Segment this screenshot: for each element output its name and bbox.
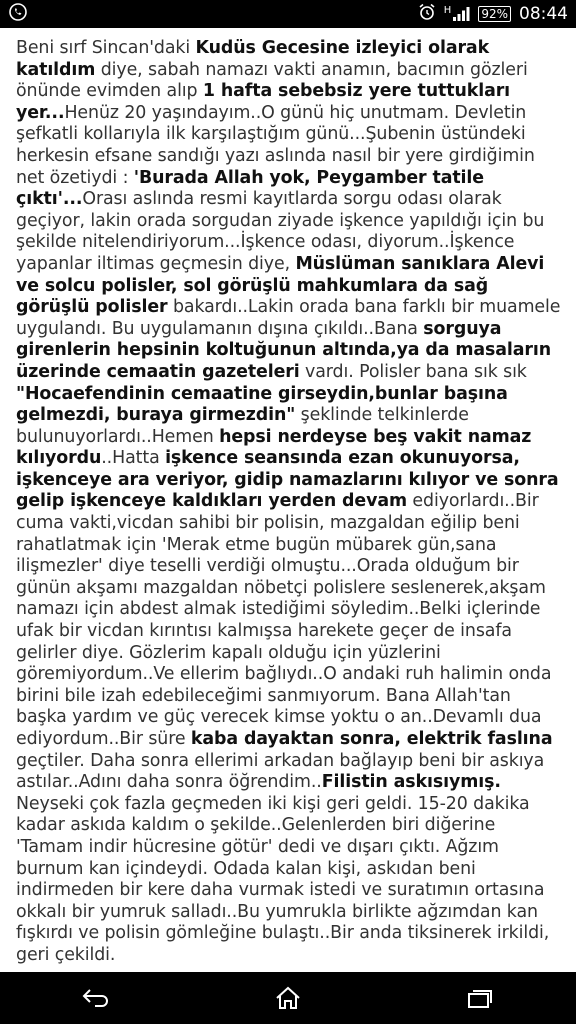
article-segment: ediyorlardı..Bir cuma vakti,vicdan sahibi bir polisin, mazgaldan eğilip beni rahatlatmak için 'Merak etme bugün mübarek gün,sana ilişmezler' diye teselli verdiği olmuştu...Orada olduğum bir günün akşamı mazgaldan nöbetçi polislere seslenerek,akşam namazı için abdest almak istediğimi söyledim..Belki içlerinde ufak bir vicdan kırıntısı kalmışsa harekete geçer de insafa gelirler diye. Gözlerim kapalı olduğu için yüzlerini göremiyordum..Ve ellerim bağlıydı..O andaki ruh halimin onda birini bile izah edebileceğimi sanmıyorum. Bana Allah'tan başka yardım ve güç verecek kimse yoktu o an..Devamlı dua ediyordum..Bir süre: [16, 491, 552, 749]
article-bold-segment: hepsi nerdeyse beş vakit namaz kılıyordu: [16, 426, 532, 469]
home-button[interactable]: [258, 978, 318, 1018]
network-type: H: [443, 5, 452, 16]
article-bold-segment: kaba dayaktan sonra, elektrik faslına: [190, 729, 553, 749]
whatsapp-icon: [8, 2, 28, 26]
article-bold-segment: 'Burada Allah yok, Peygamber tatile çıktı'...: [16, 167, 484, 210]
article-segment: Henüz 20 yaşındayım..O günü hiç unutmam. Devletin şefkatli kollarıyla ilk karşılaştığım günü...Şubenin üstündeki herkesin efsane sandığı yazı aslında nasıl bir yere girdiğimin net özetiydi :: [16, 102, 535, 188]
alarm-icon: [418, 3, 436, 25]
article-segment: vardı. Polisler bana sık sık: [299, 361, 527, 382]
article-bold-segment: sorguya girenlerin hepsinin koltuğunun altında,ya da masaların üzerinde cemaatin gazeteleri: [16, 318, 551, 382]
article-bold-segment: Filistin askısıymış.: [321, 772, 501, 793]
status-bar: [0, 0, 576, 28]
article-segment: Neyseki çok fazla geçmeden iki kişi geri geldi. 15-20 dakika kadar askıda kaldım o şekilde..Gelenlerden biri diğerine 'Tamam indir hücresine götür' dedi ve dışarı çıktı. Ağzım burnum kan içindeydi. Odada kalan kişi, askıdan beni indirmeden bir kere daha vurmak istedi ve suratımın ortasına okkalı bir yumruk salladı..Bu yumrukla birlikte ağzımdan kan fışkırdı ve polisin gömleğine bulaştı..Bir anda tiksinerek irkildi, geri çekildi.: [16, 793, 550, 965]
article-segment: bakardı..Lakin orada bana farklı bir muamele uygulandı. Bu uygulamanın dışına çıkıldı..Bana: [16, 297, 561, 339]
back-icon: [81, 987, 111, 1009]
article-bold-segment: Müslüman sanıklara Alevi ve solcu polisler, sol görüşlü mahkumlara da sağ görüşlü polisler: [16, 253, 545, 318]
battery-icon: [478, 6, 511, 22]
article-bold-segment: "Hocaefendinin cemaatine girseydin,bunlar başına gelmezdi, buraya girmezdin": [16, 383, 508, 426]
article-segment: diye, sabah namazı vakti anamın, bacımın gözleri önünde evimden alıp: [16, 59, 528, 102]
article-segment: geçtiler. Daha sonra ellerimi arkadan bağlayıp beni bir askıya astılar..Adını daha sonra öğrendim..: [16, 750, 545, 793]
article-bold-segment: 1 hafta sebebsiz yere tuttukları yer...: [16, 81, 511, 123]
recent-apps-icon: [466, 986, 494, 1010]
recent-apps-button[interactable]: [450, 978, 510, 1018]
navigation-bar: [0, 972, 576, 1024]
article-bold-segment: işkence seansında ezan okunuyorsa, işkenceye ara veriyor, gidip namazlarını kılıyor ve sonra gelip işkenceye kaldıkları yerden devam: [16, 448, 559, 512]
clock: 08:44: [519, 4, 568, 24]
article-segment: Orası aslında resmi kayıtlarda sorgu odası olarak geçiyor, lakin orada sorgudan ziyade işkence yapıldığı için bu şekilde nitelendiriyorum...İşkence odası, diyorum..İşkence yapanlar iltimas geçmesin diye,: [16, 189, 545, 274]
article-segment: ..Hatta: [101, 448, 166, 469]
back-button[interactable]: [66, 978, 126, 1018]
signal-icon: [444, 6, 471, 22]
article-text: [16, 38, 564, 967]
article-segment: Beni sırf Sincan'daki: [16, 38, 196, 58]
home-icon: [274, 985, 302, 1011]
battery-level: 92%: [481, 7, 508, 21]
article-segment: şeklinde telkinlerde bulunuyorlardı..Hemen: [16, 405, 469, 447]
article-bold-segment: Kudüs Gecesine izleyici olarak katıldım: [16, 38, 490, 80]
